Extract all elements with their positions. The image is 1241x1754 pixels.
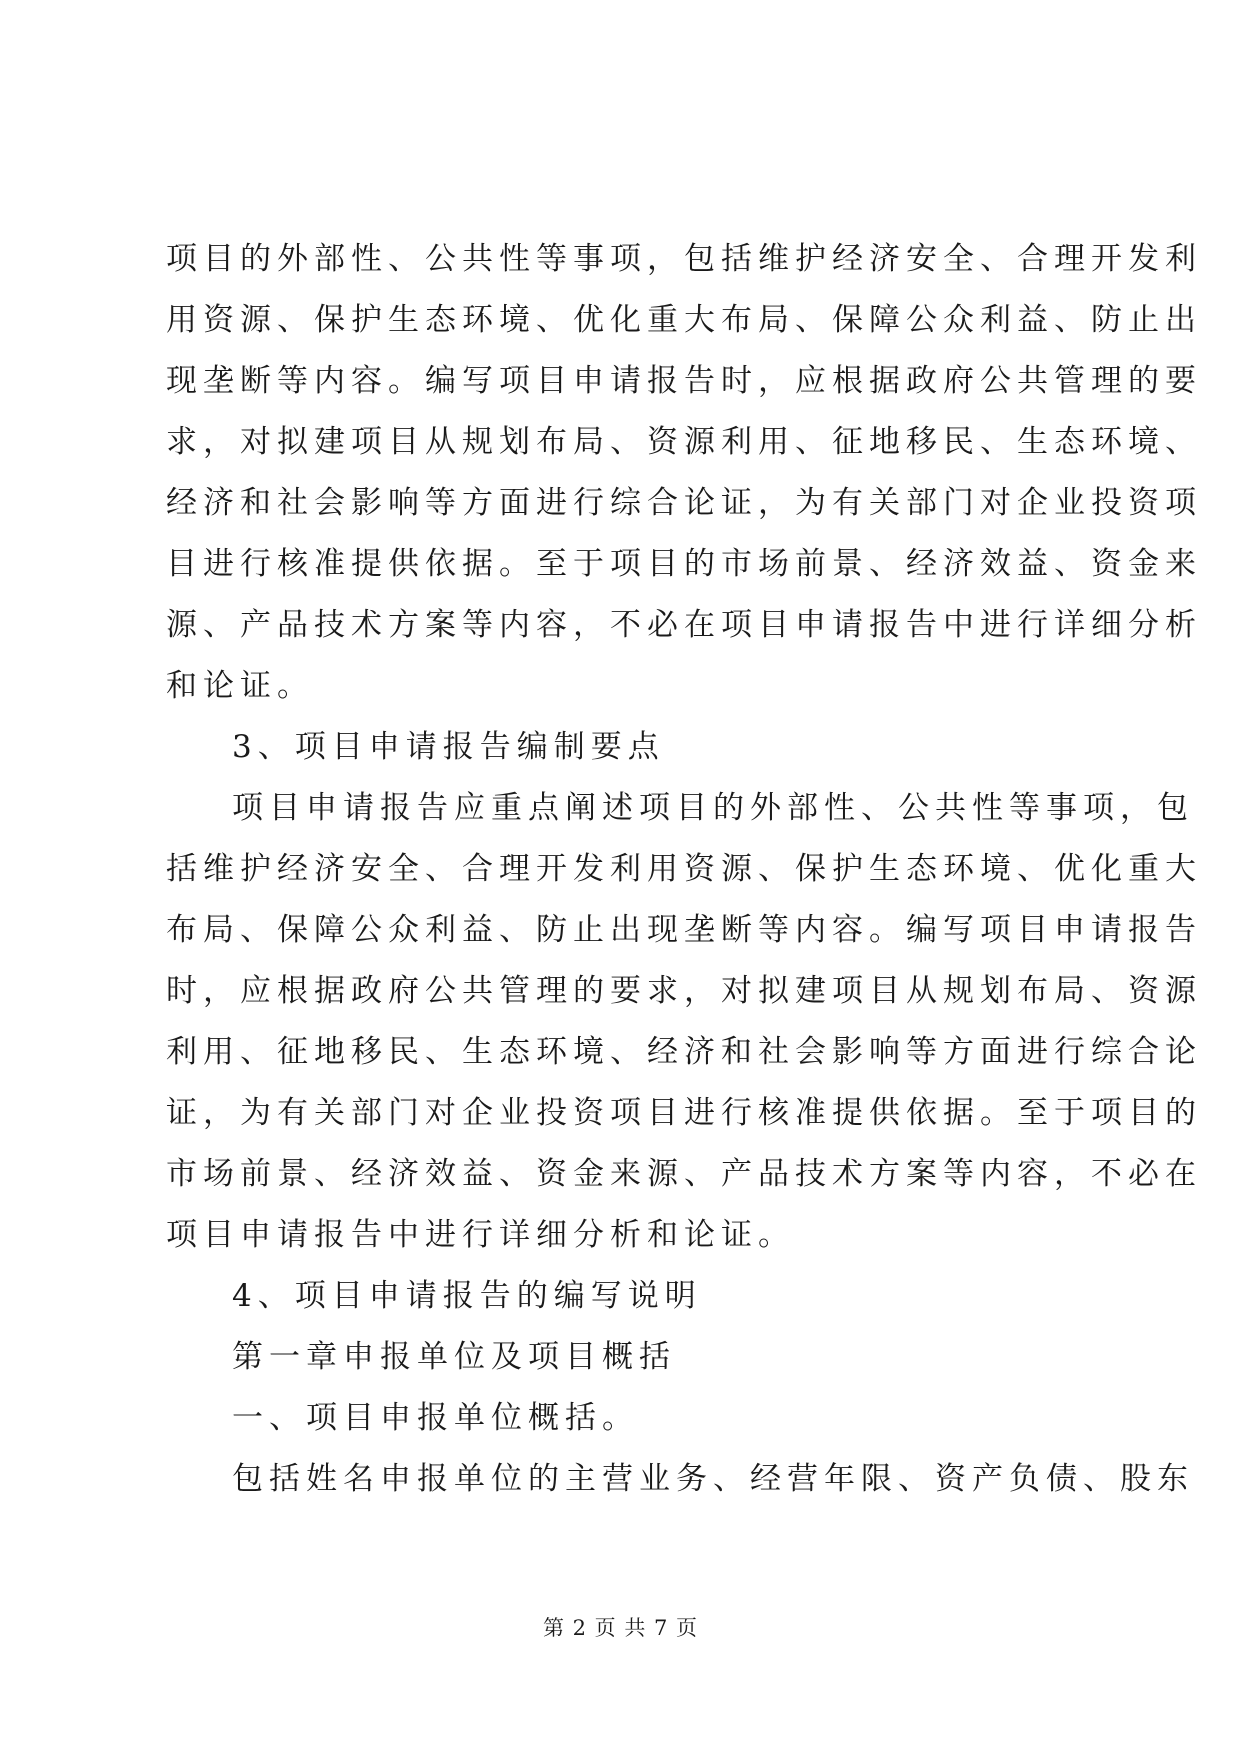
paragraph-line-11: 括维护经济安全、合理开发利用资源、保护生态环境、优化重大 [166, 851, 1202, 887]
paragraph-line-16: 市场前景、经济效益、资金来源、产品技术方案等内容，不必在 [166, 1156, 1202, 1192]
subsection-heading: 一、项目申报单位概括。 [232, 1400, 639, 1436]
paragraph-line-7: 源、产品技术方案等内容，不必在项目申请报告中进行详细分析 [166, 607, 1202, 643]
paragraph-line-21: 包括姓名申报单位的主营业务、经营年限、资产负债、股东 [232, 1461, 1194, 1497]
page-footer: 第 2 页 共 7 页 [542, 1616, 699, 1640]
paragraph-line-2: 用资源、保护生态环境、优化重大布局、保障公众利益、防止出 [166, 302, 1202, 338]
paragraph-line-6: 目进行核准提供依据。至于项目的市场前景、经济效益、资金来 [166, 546, 1202, 582]
section-heading-3: 3、项目申请报告编制要点 [232, 729, 665, 765]
paragraph-line-10: 项目申请报告应重点阐述项目的外部性、公共性等事项，包 [232, 790, 1194, 826]
chapter-heading: 第一章申报单位及项目概括 [232, 1339, 676, 1375]
document-body [166, 229, 1202, 1510]
section-heading-4: 4、项目申请报告的编写说明 [232, 1278, 702, 1314]
paragraph-line-13: 时，应根据政府公共管理的要求，对拟建项目从规划布局、资源 [166, 973, 1202, 1009]
paragraph-line-4: 求，对拟建项目从规划布局、资源利用、征地移民、生态环境、 [166, 424, 1202, 460]
paragraph-line-8: 和论证。 [166, 668, 314, 704]
paragraph-line-1: 项目的外部性、公共性等事项，包括维护经济安全、合理开发利 [166, 241, 1202, 277]
paragraph-line-3: 现垄断等内容。编写项目申请报告时，应根据政府公共管理的要 [166, 363, 1202, 399]
paragraph-line-15: 证，为有关部门对企业投资项目进行核准提供依据。至于项目的 [166, 1095, 1202, 1131]
paragraph-line-5: 经济和社会影响等方面进行综合论证，为有关部门对企业投资项 [166, 485, 1202, 521]
paragraph-line-14: 利用、征地移民、生态环境、经济和社会影响等方面进行综合论 [166, 1034, 1202, 1070]
paragraph-line-17: 项目申请报告中进行详细分析和论证。 [166, 1217, 795, 1253]
paragraph-line-12: 布局、保障公众利益、防止出现垄断等内容。编写项目申请报告 [166, 912, 1202, 948]
